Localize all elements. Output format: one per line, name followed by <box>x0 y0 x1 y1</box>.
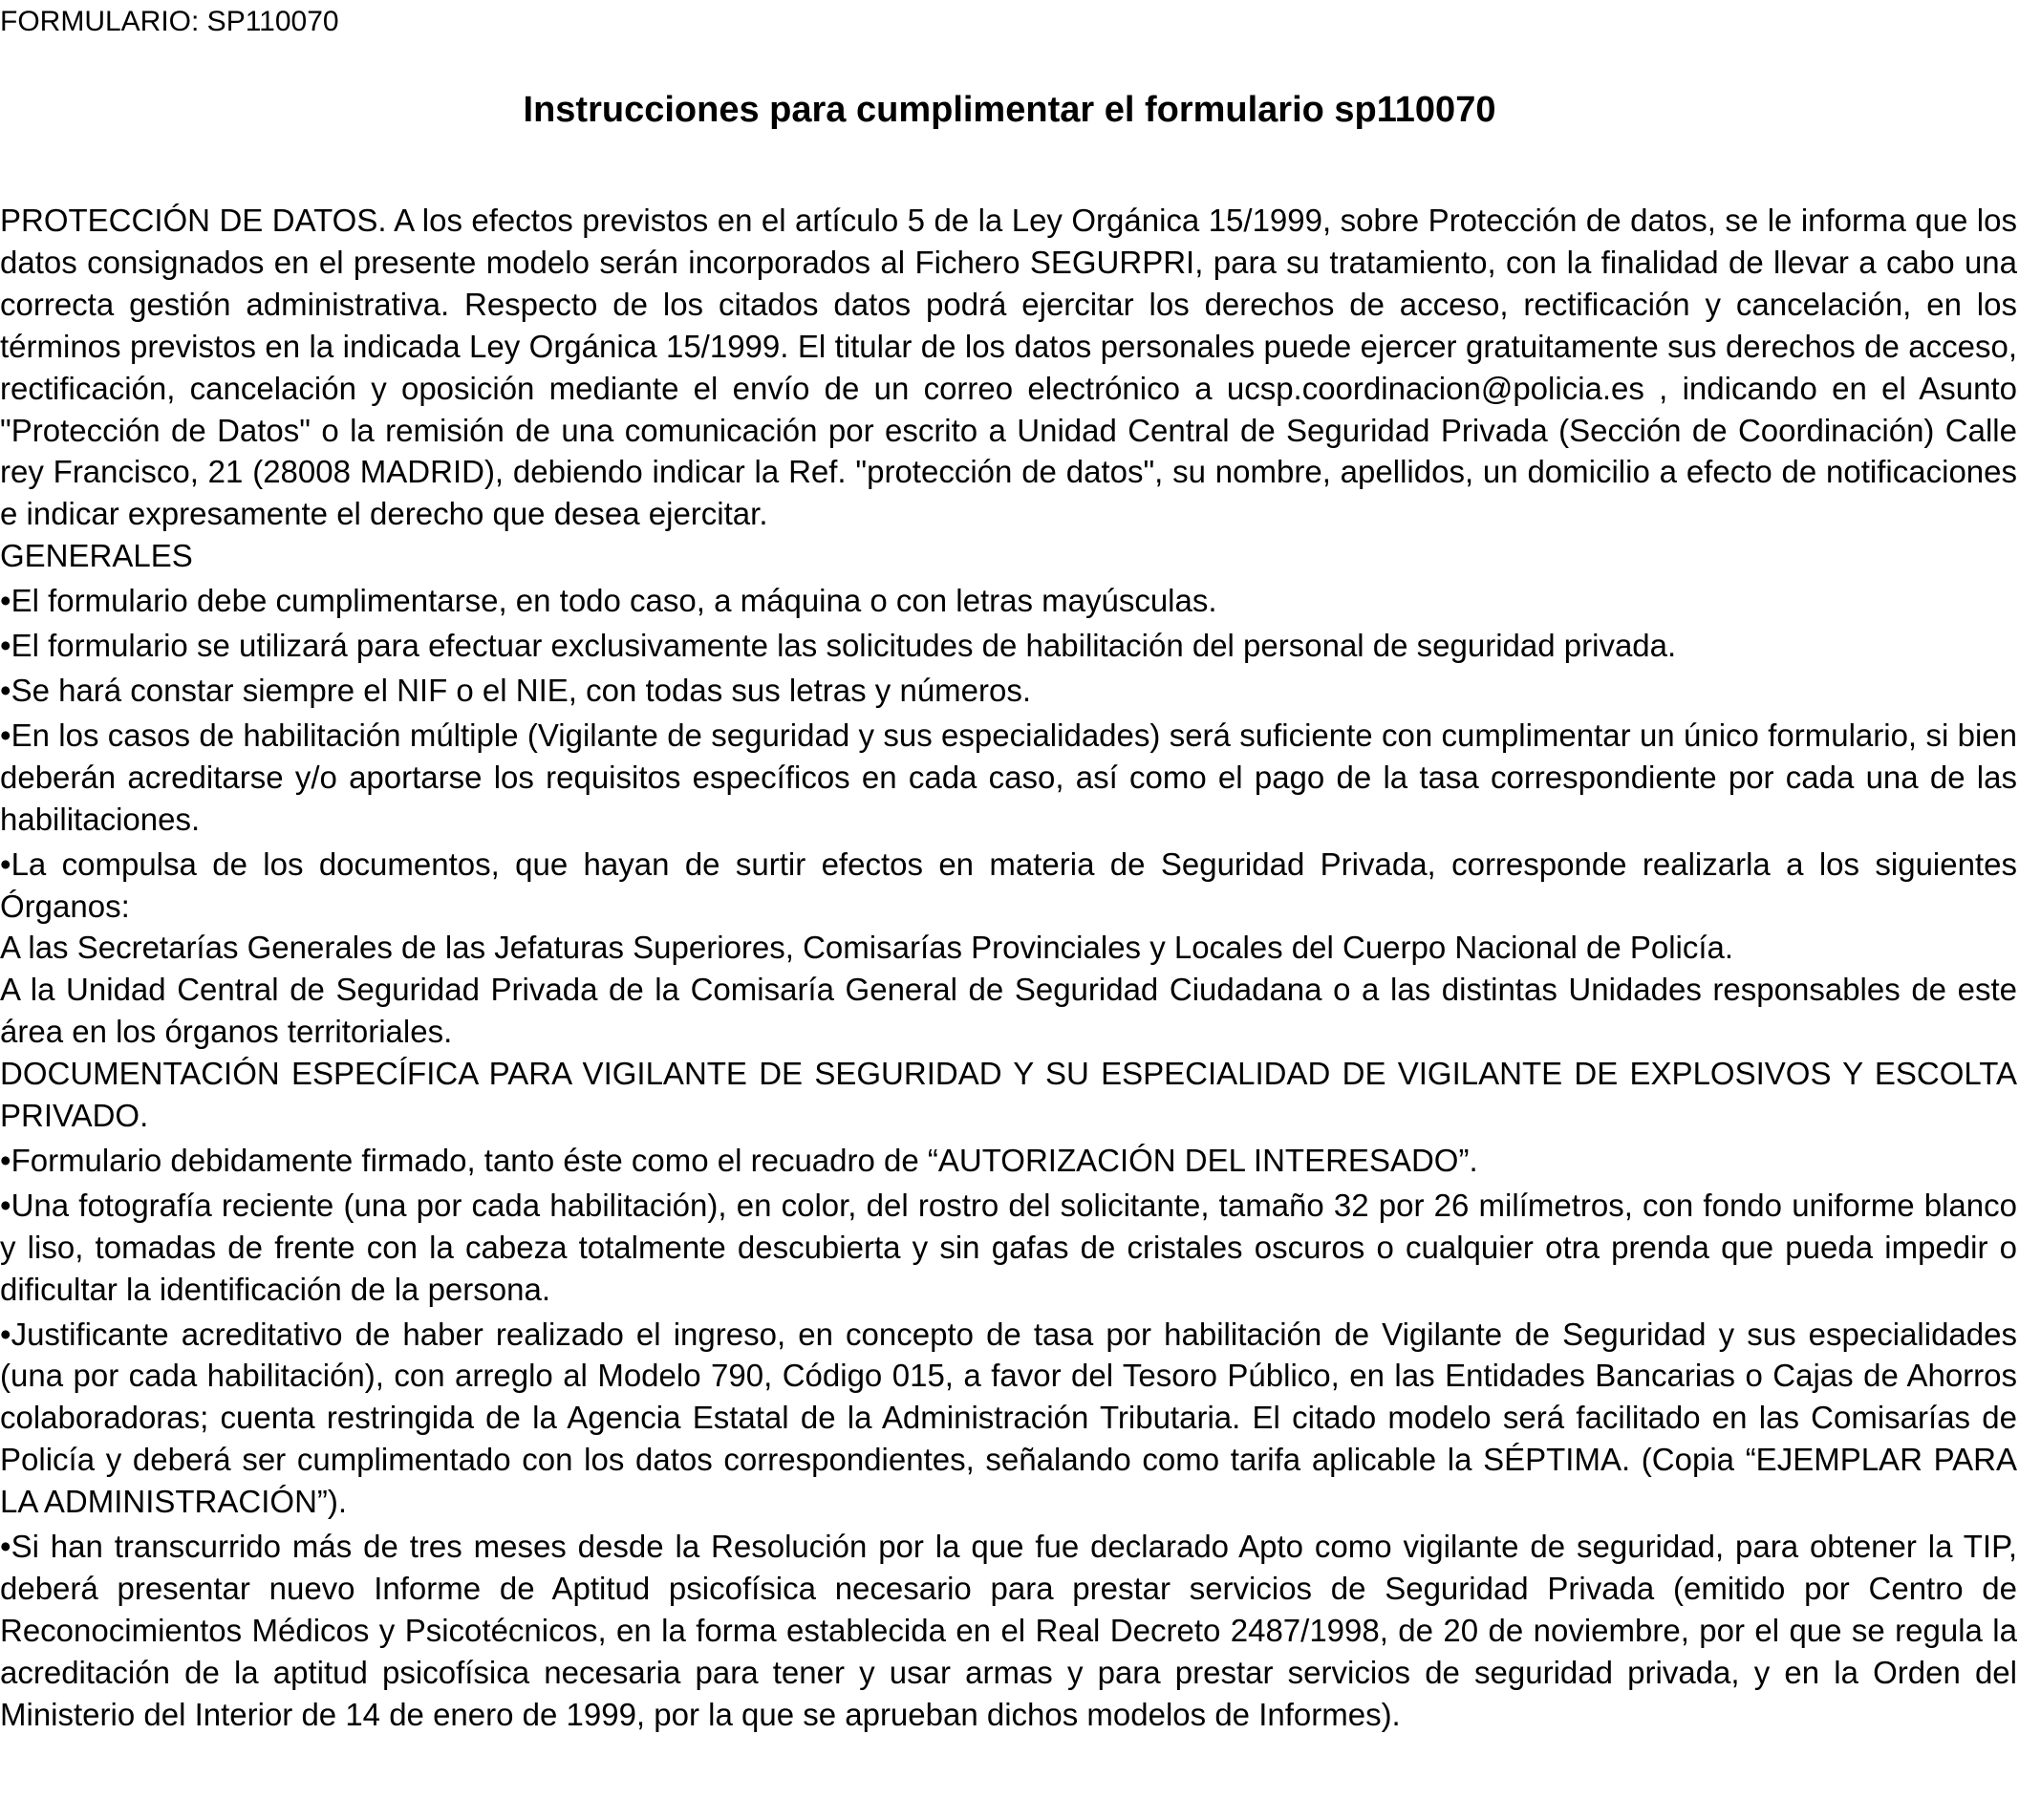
bullet-icon: • <box>0 717 11 753</box>
list-item-text: En los casos de habilitación múltiple (Vigilante de seguridad y sus especialidades) será suficiente con cumplimentar un único formulario, si bien deberán acreditarse y/o aportarse los requisitos específicos en cada caso, así como el pago de la tasa correspondiente por cada una de las habilitaciones. <box>0 717 2017 837</box>
bullet-icon: • <box>0 583 11 619</box>
list-item-text: Si han transcurrido más de tres meses desde la Resolución por la que fue declarado Apto como vigilante de seguridad, para obtener la TIP, deberá presentar nuevo Informe de Aptitud psicofísica necesario para prestar servicios de Seguridad Privada (emitido por Centro de Reconocimientos Médicos y Psicotécnicos, en la forma establecida en el Real Decreto 2487/1998, de 20 de noviembre, por el que se regula la acreditación de la aptitud psicofísica necesaria para tener y usar armas y para prestar servicios de seguridad privada, y en la Orden del Ministerio del Interior de 14 de enero de 1999, por la que se aprueban dichos modelos de Informes). <box>0 1529 2017 1732</box>
generales-bullet-list <box>0 577 2017 927</box>
list-item <box>0 1137 2017 1182</box>
list-item <box>0 622 2017 667</box>
document-body <box>0 200 2017 1736</box>
list-item <box>0 1311 2017 1524</box>
list-item-text: El formulario debe cumplimentarse, en todo caso, a máquina o con letras mayúsculas. <box>11 583 1217 619</box>
organo-paragraph: A la Unidad Central de Seguridad Privada de la Comisaría General de Seguridad Ciudadana o a las distintas Unidades responsables de este área en los órganos territoriales. <box>0 972 2017 1050</box>
list-item-text: La compulsa de los documentos, que hayan de surtir efectos en materia de Seguridad Privada, corresponde realizarla a los siguientes Órganos: <box>0 846 2017 924</box>
documentacion-bullet-list <box>0 1137 2017 1736</box>
data-protection-paragraph: PROTECCIÓN DE DATOS. A los efectos previstos en el artículo 5 de la Ley Orgánica 15/1999, sobre Protección de datos, se le informa que los datos consignados en el presente modelo serán incorporados al Fichero SEGURPRI, para su tratamiento, con la finalidad de llevar a cabo una correcta gestión administrativa. Respecto de los citados datos podrá ejercitar los derechos de acceso, rectificación y cancelación, en los términos previstos en la indicada Ley Orgánica 15/1999. El titular de los datos personales puede ejercer gratuitamente sus derechos de acceso, rectificación, cancelación y oposición mediante el envío de un correo electrónico a ucsp.coordinacion@policia.es , indicando en el Asunto "Protección de Datos" o la remisión de una comunicación por escrito a Unidad Central de Seguridad Privada (Sección de Coordinación) Calle rey Francisco, 21 (28008 MADRID), debiendo indicar la Ref. "protección de datos", su nombre, apellidos, un domicilio a efecto de notificaciones e indicar expresamente el derecho que desea ejercitar. <box>0 203 2017 532</box>
document-title: Instrucciones para cumplimentar el formulario sp110070 <box>523 90 1496 130</box>
list-item <box>0 1182 2017 1311</box>
list-item <box>0 577 2017 622</box>
organo-paragraph: A las Secretarías Generales de las Jefaturas Superiores, Comisarías Provinciales y Locales del Cuerpo Nacional de Policía. <box>0 930 1734 966</box>
list-item-text: Justificante acreditativo de haber realizado el ingreso, en concepto de tasa por habilitación de Vigilante de Seguridad y sus especialidades (una por cada habilitación), con arreglo al Modelo 790, Código 015, a favor del Tesoro Público, en las Entidades Bancarias o Cajas de Ahorros colaboradoras; cuenta restringida de la Agencia Estatal de la Administración Tributaria. El citado modelo será facilitado en las Comisarías de Policía y deberá ser cumplimentado con los datos correspondientes, señalando como tarifa aplicable la SÉPTIMA. (Copia “EJEMPLAR PARA LA ADMINISTRACIÓN”). <box>0 1316 2017 1520</box>
list-item-text: Una fotografía reciente (una por cada habilitación), en color, del rostro del solicitante, tamaño 32 por 26 milímetros, con fondo uniforme blanco y liso, tomadas de frente con la cabeza totalmente descubierta y sin gafas de cristales oscuros o cualquier otra prenda que pueda impedir o dificultar la identificación de la persona. <box>0 1187 2017 1307</box>
bullet-icon: • <box>0 846 11 882</box>
list-item <box>0 1523 2017 1736</box>
list-item <box>0 712 2017 841</box>
section-heading-documentacion: DOCUMENTACIÓN ESPECÍFICA PARA VIGILANTE DE SEGURIDAD Y SU ESPECIALIDAD DE VIGILANTE DE EXPLOSIVOS Y ESCOLTA PRIVADO. <box>0 1056 2017 1134</box>
list-item-text: Se hará constar siempre el NIF o el NIE, con todas sus letras y números. <box>11 672 1032 708</box>
list-item <box>0 667 2017 712</box>
list-item-text: Formulario debidamente firmado, tanto éste como el recuadro de “AUTORIZACIÓN DEL INTERESADO”. <box>11 1142 1478 1178</box>
bullet-icon: • <box>0 672 11 708</box>
bullet-icon: • <box>0 1316 11 1352</box>
bullet-icon: • <box>0 1187 11 1223</box>
bullet-icon: • <box>0 1142 11 1178</box>
bullet-icon: • <box>0 1529 11 1565</box>
list-item <box>0 841 2017 928</box>
bullet-icon: • <box>0 628 11 664</box>
list-item-text: El formulario se utilizará para efectuar exclusivamente las solicitudes de habilitación del personal de seguridad privada. <box>11 628 1677 664</box>
form-code: FORMULARIO: SP110070 <box>0 6 339 37</box>
section-heading-generales: GENERALES <box>0 538 193 574</box>
